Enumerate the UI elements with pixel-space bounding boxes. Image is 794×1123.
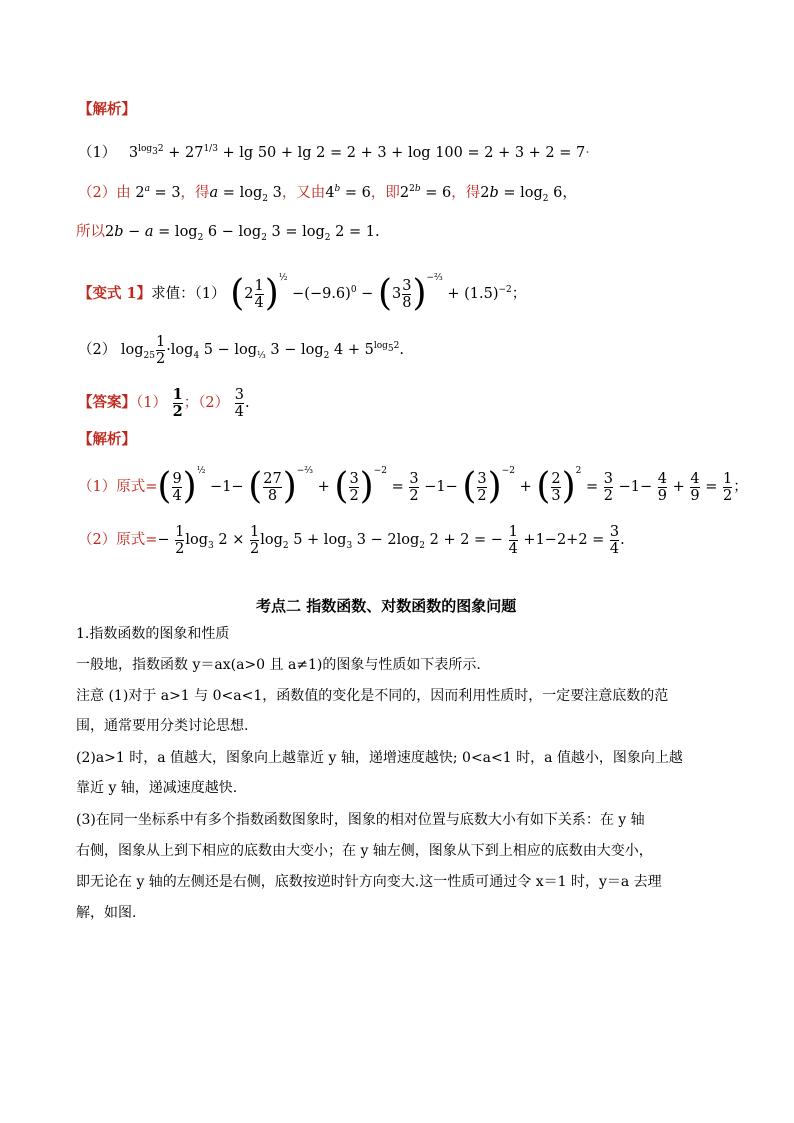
paragraph-line: (2)a>1 时，a 值越大，图象向上越靠近 y 轴，递增速度越快; 0<a<1 时，a 值越小，图象向上越 xyxy=(76,750,683,766)
paragraph-line: 即无论在 y 轴的左侧还是右侧，底数按逆时针方向变大.这一性质可通过令 x＝1 时，y＝a 去理 xyxy=(76,874,662,890)
math-expression: $2^a = 3$ xyxy=(135,184,181,201)
math-expression: $2b = \log_2 6$ xyxy=(480,185,563,204)
paragraph-line: 靠近 y 轴，递减速度越快. xyxy=(76,780,238,796)
math-expression: $2b - a = \log_2 6 - \log_2 3 = \log_2 2 = 1$ xyxy=(105,224,375,243)
line-text: ，即 xyxy=(370,185,400,201)
analysis-label-2: 【解析】 xyxy=(78,431,136,448)
math-expression: $\log_{25}$ $\frac{1}{2}$ $\cdot\log_4$ $5 - \log_{\frac{1}{3}} 3 - \log_2 4 + 5^{log_52}$ xyxy=(120,333,400,367)
math-expression: ( $\frac{9}{4}$ )$^{\frac{1}{2}}$ −1− ( $\frac{27}{8}$ )$^{-\frac{2}{3}}$ + ( $\frac{3}{2}$ )$^{-2}$ = $\frac{3}{2}$ −1− ( $\frac{3}{2}$ )$^{-2}$ + ( $\frac{2}{3}$ )$^2$ = $\frac{3}{2}$ −1− $\frac{4}{9}$ + $\frac{4}{9}$ = $\frac{1}{2}$ xyxy=(157,466,733,507)
paragraph-line: (3)在同一坐标系中有多个指数函数图象时，图象的相对位置与底数大小有如下关系：在 y 轴 xyxy=(76,812,645,828)
answer-value-1: $\frac{1}{2}$ xyxy=(172,385,183,420)
analysis-label-1: 【解析】 xyxy=(78,101,136,118)
answer-value-2: $\frac{3}{4}$ xyxy=(234,386,245,420)
paragraph-line: 解，如图. xyxy=(76,905,137,921)
line-text: ，得 xyxy=(451,185,481,201)
line-text: ， xyxy=(562,185,577,201)
item-number: （2） xyxy=(198,395,230,411)
line-text: ，得 xyxy=(180,185,210,201)
paragraph-line: 注意 (1)对于 a>1 与 0<a<1，函数值的变化是不同的，因而利用性质时，一定要注意底数的范 xyxy=(76,688,669,704)
variant-ask: 求值： xyxy=(151,286,195,302)
variant-label: 【变式 1】 xyxy=(78,285,152,302)
paragraph-line: 1.指数函数的图象和性质 xyxy=(76,626,230,642)
line-text: （2）由 xyxy=(78,185,131,201)
solution-line-1: （1） $3^{log_32} + 27^{1/3} + \lg 50 + \lg 2 = 2 + 3 + \log 100 = 2 + 3 + 2 = 7\cdot$ xyxy=(78,144,590,161)
solution-line-3: 所以$2b - a = \log_2 6 - \log_2 3 = \log_2 2 = 1$. xyxy=(76,224,380,243)
solution-step-2: （2）原式=− $\frac{1}{2}$ $\log_3 2$ × $\frac{1}{2}$ $\log_2 5 + \log_3 3 - 2\log_2$ 2 + 2 = − $\frac{1}{4}$ +1−2+2 = $\frac{3}{4}$ . xyxy=(78,523,625,557)
item-number: （2） xyxy=(78,532,117,548)
math-expression: $a = \log_2 3$ xyxy=(209,185,282,204)
paragraph-line: 一般地，指数函数 y＝ax(a>0 且 a≠1)的图象与性质如下表所示. xyxy=(76,657,481,673)
math-expression: $3^{log_32} + 27^{1/3} + \lg 50 + \lg 2 = 2 + 3 + \log 100 = 2 + 3 + 2 = 7$ xyxy=(128,144,586,161)
item-number: （1） xyxy=(194,286,226,302)
line-text: ，又由 xyxy=(281,185,326,201)
math-expression: − $\frac{1}{2}$ $\log_3 2$ × $\frac{1}{2}$ $\log_2 5 + \log_3 3 - 2\log_2$ 2 + 2 = − $\frac{1}{4}$ +1−2+2 = $\frac{3}{4}$ xyxy=(157,523,620,557)
math-expression: (2 $\frac{1}{4}$ )$^{\frac{1}{2}} -(-9.6)^0 - (3$ $\frac{3}{8}$ )$^{-\frac{2}{3}} + (1.5)^{-2}$ xyxy=(230,273,512,314)
answer-label: 【答案】 xyxy=(78,394,136,411)
section-title: 考点二 指数函数、对数函数的图象问题 xyxy=(256,597,517,615)
solution-step-1: （1）原式=( $\frac{9}{4}$ )$^{\frac{1}{2}}$ −1− ( $\frac{27}{8}$ )$^{-\frac{2}{3}}$ + ( $\frac{3}{2}$ )$^{-2}$ = $\frac{3}{2}$ −1− ( $\frac{3}{2}$ )$^{-2}$ + ( $\frac{2}{3}$ )$^2$ = $\frac{3}{2}$ −1− $\frac{4}{9}$ + $\frac{4}{9}$ = $\frac{1}{2}$ ； xyxy=(78,466,748,507)
item-number: （1） xyxy=(136,395,167,411)
item-number: （2） xyxy=(78,342,117,358)
line-text: 原式= xyxy=(116,532,158,548)
paragraph-line: 右侧，图象从上到下相应的底数由大变小；在 y 轴左侧，图象从下到上相应的底数由大变小， xyxy=(76,843,653,859)
math-expression: $4^b = 6$ xyxy=(325,184,371,201)
math-expression: $2^{2b} = 6$ xyxy=(399,184,452,201)
line-text: 原式= xyxy=(116,479,158,495)
separator: ； xyxy=(183,395,199,411)
item-number: （1） xyxy=(78,145,117,161)
solution-line-2 xyxy=(78,183,577,203)
item-number: （1） xyxy=(78,479,117,495)
variant-question-2: （2） $\log_{25}$ $\frac{1}{2}$ $\cdot\log_4$ $5 - \log_{\frac{1}{3}} 3 - \log_2 4 + 5^{log_52}$. xyxy=(78,333,404,367)
variant-question-1: 【变式 1】求值：（1） (2 $\frac{1}{4}$ )$^{\frac{1}{2}} -(-9.6)^0 - (3$ $\frac{3}{8}$ )$^{-\frac{2}{3}} + (1.5)^{-2}$； xyxy=(78,273,527,314)
answer-line: 【答案】（1） $\frac{1}{2}$ ；（2） $\frac{3}{4}$ . xyxy=(78,385,250,420)
paragraph-line: 围，通常要用分类讨论思想. xyxy=(76,718,249,734)
line-text: 所以 xyxy=(76,224,105,240)
